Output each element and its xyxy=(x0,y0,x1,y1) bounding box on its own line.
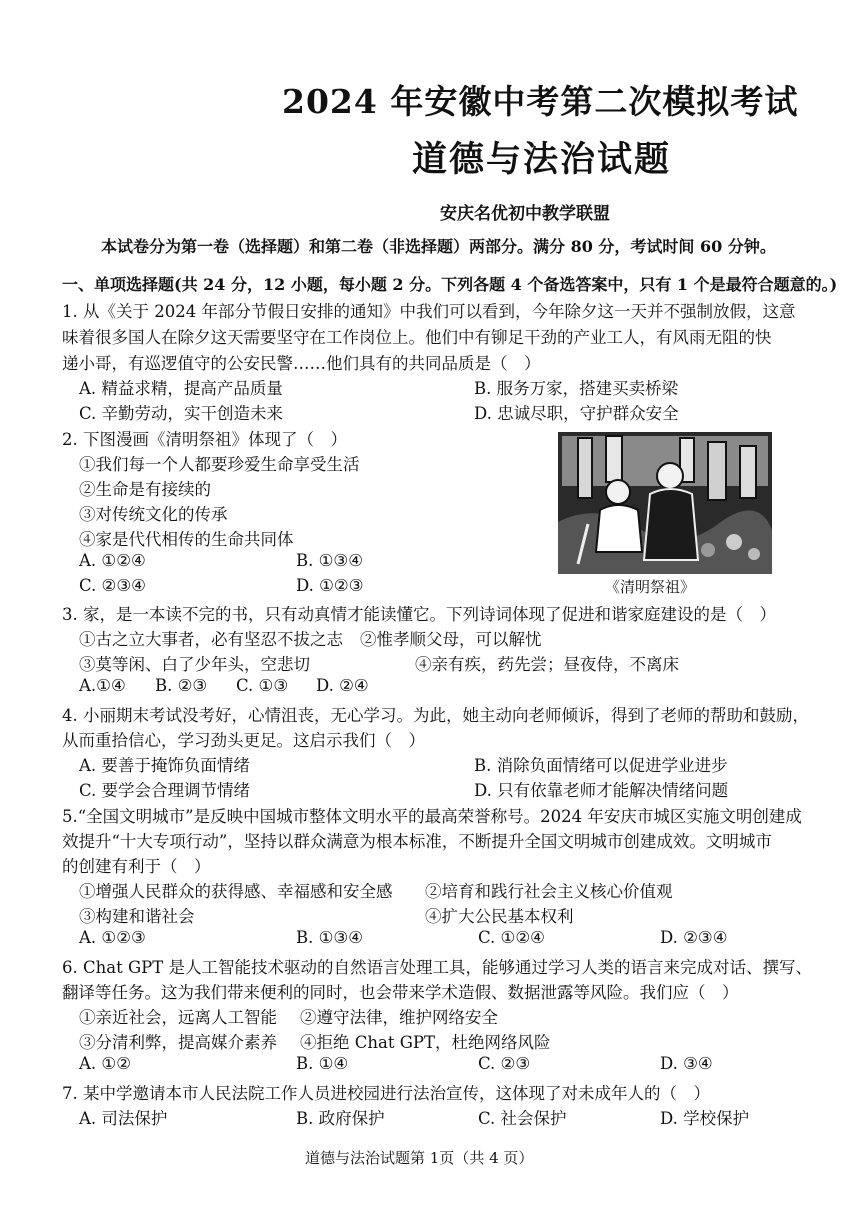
q7-option-c: C. 社会保护 xyxy=(478,1109,567,1128)
cartoon-caption: 《清明祭祖》 xyxy=(605,578,696,596)
q2-option-d: D. ①②③ xyxy=(296,576,364,595)
q1-stem-line: 递小哥，有巡逻值守的公安民警……他们具有的共同品质是（ ） xyxy=(62,354,541,373)
q2-option-b: B. ①③④ xyxy=(296,551,363,570)
q6-stem-line: 翻译等任务。这为我们带来便利的同时，也会带来学术造假、数据泄露等风险。我们应（ ） xyxy=(62,983,739,1002)
q4-option-a: A. 要善于掩饰负面情绪 xyxy=(79,756,250,775)
cartoon-image xyxy=(558,432,772,574)
q3-item: ④亲有疾，药先尝；昼夜侍，不离床 xyxy=(415,655,679,674)
exam-intro: 本试卷分为第一卷（选择题）和第二卷（非选择题）两部分。满分 80 分，考试时间 60 分钟。 xyxy=(101,237,776,256)
q3-stem: 3. 家，是一本读不完的书，只有动真情才能读懂它。下列诗词体现了促进和谐家庭建设的是（ ） xyxy=(62,605,776,624)
q6-option-b: B. ①④ xyxy=(296,1054,349,1073)
q6-stem-line: 6. Chat GPT 是人工智能技术驱动的自然语言处理工具，能够通过学习人类的语言来完成对话、撰写、 xyxy=(62,958,812,977)
q6-option-c: C. ②③ xyxy=(478,1054,531,1073)
q6-item: ③分清利弊，提高媒介素养 xyxy=(79,1033,277,1052)
q4-stem-line: 从而重拾信心，学习劲头更足。这启示我们（ ） xyxy=(62,731,425,750)
q2-item: ②生命是有接续的 xyxy=(79,480,211,499)
q7-option-a: A. 司法保护 xyxy=(79,1109,168,1128)
q2-item: ④家是代代相传的生命共同体 xyxy=(79,530,294,549)
q3-option-d: D. ②④ xyxy=(316,676,369,695)
q6-item: ②遵守法律，维护网络安全 xyxy=(300,1008,498,1027)
q5-option-b: B. ①③④ xyxy=(296,928,363,947)
q6-item: ①亲近社会，远离人工智能 xyxy=(79,1008,277,1027)
q4-option-c: C. 要学会合理调节情绪 xyxy=(79,781,251,800)
q6-item: ④拒绝 Chat GPT，杜绝网络风险 xyxy=(300,1033,551,1052)
q1-option-d: D. 忠诚尽职，守护群众安全 xyxy=(474,404,679,423)
q6-option-d: D. ③④ xyxy=(660,1054,713,1073)
q3-option-c: C. ①③ xyxy=(236,676,289,695)
section-heading: 一、单项选择题(共 24 分，12 小题，每小题 2 分。下列各题 4 个备选答案中，只有 1 个是最符合题意的。) xyxy=(62,275,838,294)
q5-item: ④扩大公民基本权利 xyxy=(425,907,574,926)
q1-option-b: B. 服务万家，搭建买卖桥梁 xyxy=(474,379,679,398)
q5-item: ②培育和践行社会主义核心价值观 xyxy=(425,882,673,901)
q1-option-a: A. 精益求精，提高产品质量 xyxy=(79,379,283,398)
q5-stem-line: 效提升“十大专项行动”，坚持以群众满意为根本标准，不断提升全国文明城市创建成效。文明城市 xyxy=(62,832,772,851)
q2-option-a: A. ①②④ xyxy=(79,551,146,570)
q2-option-c: C. ②③④ xyxy=(79,576,146,595)
q5-option-a: A. ①②③ xyxy=(79,928,146,947)
q7-option-b: B. 政府保护 xyxy=(296,1109,385,1128)
q1-stem-line: 味着很多国人在除夕这天需要坚守在工作岗位上。他们中有铆足干劲的产业工人，有风雨无阻的快 xyxy=(62,328,772,347)
q4-stem-line: 4. 小丽期末考试没考好，心情沮丧，无心学习。为此，她主动向老师倾诉，得到了老师的帮助和鼓励， xyxy=(62,706,809,725)
q1-stem-line: 1. 从《关于 2024 年部分节假日安排的通知》中我们可以看到，今年除夕这一天并不强制放假，这意 xyxy=(62,302,796,321)
q4-option-b: B. 消除负面情绪可以促进学业进步 xyxy=(474,756,728,775)
q5-option-d: D. ②③④ xyxy=(660,928,728,947)
q3-item: ①古之立大事者，必有坚忍不拔之志 xyxy=(79,630,343,649)
q5-item: ③构建和谐社会 xyxy=(79,907,195,926)
q3-option-a: A.①④ xyxy=(79,676,126,695)
q3-item: ③莫等闲、白了少年头，空悲切 xyxy=(79,655,310,674)
page-footer: 道德与法治试题第 1页（共 4 页） xyxy=(305,1149,534,1167)
q5-stem-line: 5.“全国文明城市”是反映中国城市整体文明水平的最高荣誉称号。2024 年安庆市城区实施文明创建成 xyxy=(62,807,802,826)
q7-stem: 7. 某中学邀请本市人民法院工作人员进校园进行法治宣传，这体现了对未成年人的（ ） xyxy=(62,1084,710,1103)
q2-item: ①我们每一个人都要珍爱生命享受生活 xyxy=(79,455,360,474)
q5-item: ①增强人民群众的获得感、幸福感和安全感 xyxy=(79,882,393,901)
q4-option-d: D. 只有依靠老师才能解决情绪问题 xyxy=(474,781,729,800)
q3-item: ②惟孝顺父母，可以解忧 xyxy=(360,630,542,649)
exam-title: 2024 年安徽中考第二次模拟考试 xyxy=(282,82,799,121)
q7-option-d: D. 学校保护 xyxy=(660,1109,750,1128)
q2-item: ③对传统文化的传承 xyxy=(79,505,228,524)
organizer: 安庆名优初中教学联盟 xyxy=(440,204,610,224)
q2-stem: 2. 下图漫画《清明祭祖》体现了（ ） xyxy=(62,430,347,449)
q5-stem-line: 的创建有利于（ ） xyxy=(62,857,211,876)
q1-option-c: C. 辛勤劳动，实干创造未来 xyxy=(79,404,284,423)
q6-option-a: A. ①② xyxy=(79,1054,131,1073)
exam-subtitle: 道德与法治试题 xyxy=(412,139,672,180)
q5-option-c: C. ①②④ xyxy=(478,928,545,947)
q3-option-b: B. ②③ xyxy=(155,676,208,695)
